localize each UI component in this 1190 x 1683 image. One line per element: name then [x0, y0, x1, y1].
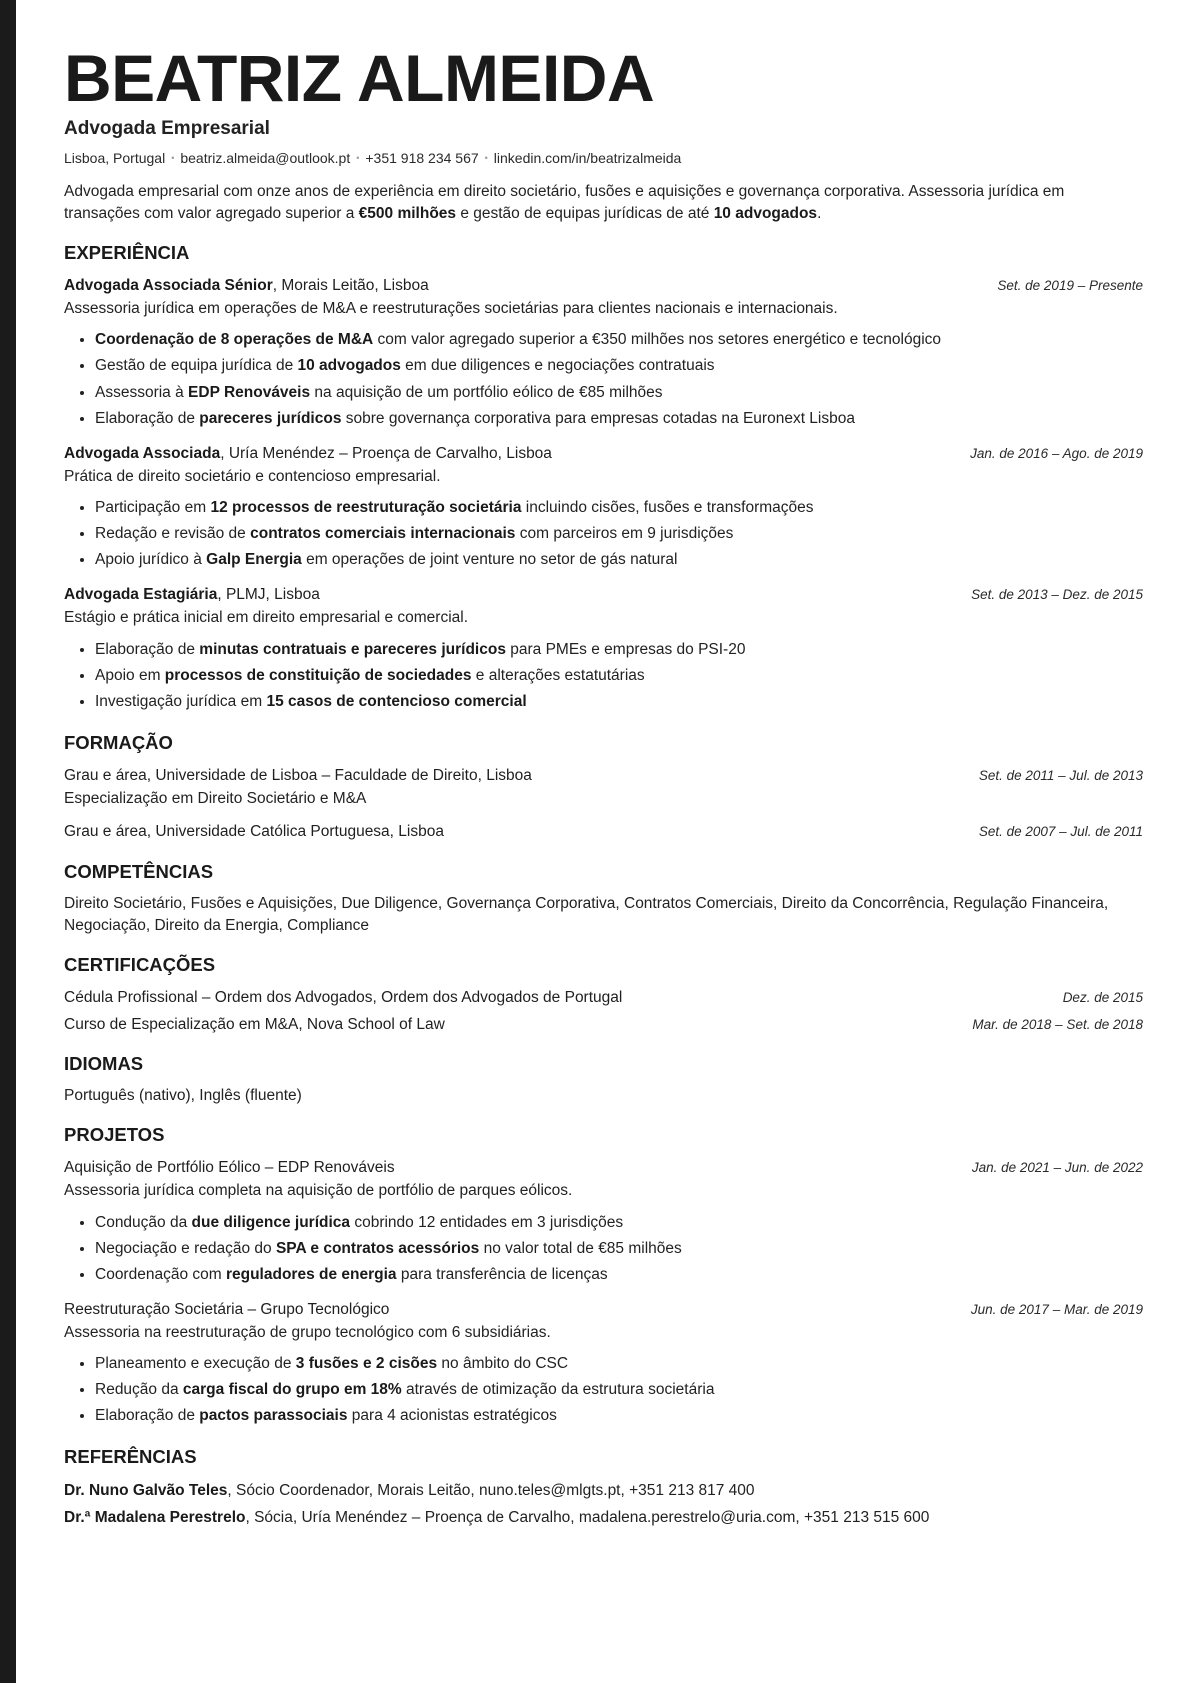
contact-phone[interactable]: +351 918 234 567 [365, 149, 479, 166]
achievement-item [95, 327, 1143, 353]
text-segment: no âmbito do CSC [437, 1355, 569, 1373]
section-heading-projects: PROJETOS [64, 1124, 165, 1146]
project-description: Assessoria na reestruturação de grupo tecnológico com 6 subsidiárias. [64, 1323, 551, 1341]
text-segment: para 4 acionistas estratégicos [347, 1407, 557, 1425]
separator-dot-icon: • [171, 152, 175, 163]
achievement-list [64, 637, 1143, 715]
job-role: Advogada Associada [64, 444, 221, 462]
projects-section [64, 1124, 1143, 1429]
certification-title: Cédula Profissional – Ordem dos Advogados, Ordem dos Advogados de Portugal [64, 988, 623, 1006]
text-segment: cobrindo 12 entidades em 3 jurisdições [350, 1213, 624, 1231]
achievement-item [95, 547, 1143, 573]
entry-date: Mar. de 2018 – Set. de 2018 [972, 1016, 1143, 1032]
text-segment: Advogada empresarial com onze anos de experiência em direito societário, fusões e aquisições e governança corporativa. Assessoria jurídica em transações com valor agregado superior a [64, 182, 1065, 222]
text-segment: Coordenação com [95, 1265, 226, 1283]
text-segment: com parceiros em 9 jurisdições [515, 525, 734, 543]
text-segment: Participação em [95, 499, 211, 517]
entry-date: Jan. de 2021 – Jun. de 2022 [971, 1160, 1143, 1176]
text-segment: Investigação jurídica em [95, 692, 267, 710]
section-heading-languages: IDIOMAS [64, 1053, 144, 1075]
candidate-name: BEATRIZ ALMEIDA [64, 41, 655, 115]
project-description: Assessoria jurídica completa na aquisição de portfólio de parques eólicos. [64, 1182, 573, 1200]
contact-linkedin[interactable]: linkedin.com/in/beatrizalmeida [493, 149, 682, 166]
text-segment: para transferência de licenças [396, 1265, 608, 1283]
emphasis-text: Coordenação de 8 operações de M&A [95, 331, 374, 349]
experience-entry [64, 442, 1143, 574]
references-section [64, 1446, 1143, 1531]
text-segment: e gestão de equipas jurídicas de até [456, 204, 714, 222]
emphasis-text: 15 casos de contencioso comercial [266, 692, 527, 710]
text-segment: Elaboração de [95, 640, 200, 658]
text-segment: Redução da [95, 1381, 183, 1399]
project-entry [64, 1298, 1143, 1430]
emphasis-text: reguladores de energia [225, 1265, 397, 1283]
text-segment: Negociação e redação do [95, 1239, 276, 1257]
text-segment: sobre governança corporativa para empresas cotadas na Euronext Lisboa [341, 409, 855, 427]
section-heading-experience: EXPERIÊNCIA [64, 241, 190, 263]
experience-entry [64, 274, 1143, 432]
emphasis-text: 10 advogados [297, 357, 401, 375]
section-heading-certifications: CERTIFICAÇÕES [64, 953, 216, 975]
text-segment: e alterações estatutárias [471, 666, 645, 684]
certifications-section [64, 954, 1143, 1037]
job-role: Advogada Estagiária [64, 586, 218, 604]
text-segment: através de otimização da estrutura societária [401, 1381, 715, 1399]
reference-name: Dr.ª Madalena Perestrelo [64, 1508, 246, 1526]
certification-title: Curso de Especialização em M&A, Nova School of Law [64, 1015, 445, 1033]
project-entry [64, 1156, 1143, 1288]
education-section [64, 732, 1143, 844]
emphasis-text: contratos comerciais internacionais [250, 525, 516, 543]
text-segment: Elaboração de [95, 1407, 200, 1425]
reference-name: Dr. Nuno Galvão Teles [64, 1482, 228, 1500]
text-segment: Assessoria à [95, 383, 189, 401]
professional-summary [64, 181, 1143, 225]
job-employer: , Morais Leitão, Lisboa [272, 276, 429, 294]
entry-date: Jun. de 2017 – Mar. de 2019 [970, 1301, 1143, 1317]
entry-header [64, 820, 1143, 843]
emphasis-text: EDP Renováveis [188, 383, 311, 401]
entry-header [64, 1156, 1143, 1179]
job-employer: , PLMJ, Lisboa [217, 586, 320, 604]
reference-details: , Sócio Coordenador, Morais Leitão, nuno.teles@mlgts.pt, +351 213 817 400 [227, 1482, 755, 1500]
education-entry [64, 764, 1143, 811]
project-title: Reestruturação Societária – Grupo Tecnológico [64, 1300, 390, 1318]
experience-section [64, 242, 1143, 715]
entry-description: Assessoria jurídica em operações de M&A e reestruturações societárias para clientes nacionais e internacionais. [64, 300, 838, 318]
emphasis-text: 3 fusões e 2 cisões [295, 1355, 438, 1373]
emphasis-text: 10 advogados [713, 204, 818, 222]
certification-entry [64, 1013, 1143, 1036]
achievement-item [95, 1236, 1143, 1262]
achievement-list [64, 495, 1143, 573]
reference-details: , Sócia, Uría Menéndez – Proença de Carvalho, madalena.perestrelo@uria.com, +351 213 515 600 [245, 1508, 930, 1526]
achievement-item [95, 1262, 1143, 1288]
separator-dot-icon: • [484, 152, 488, 163]
achievement-list [64, 1351, 1143, 1429]
achievement-item [95, 663, 1143, 689]
entry-date: Jan. de 2016 – Ago. de 2019 [970, 445, 1143, 461]
emphasis-text: pactos parassociais [199, 1407, 348, 1425]
languages-list: Português (nativo), Inglês (fluente) [64, 1087, 302, 1105]
achievement-item [95, 1377, 1143, 1403]
separator-dot-icon: • [356, 152, 360, 163]
text-segment: Apoio jurídico à [95, 551, 207, 569]
section-heading-skills: COMPETÊNCIAS [64, 860, 214, 882]
emphasis-text: carga fiscal do grupo em 18% [182, 1381, 402, 1399]
entry-title [64, 583, 955, 606]
achievement-item [95, 406, 1143, 432]
skills-section [64, 861, 1143, 937]
emphasis-text: SPA e contratos acessórios [275, 1239, 480, 1257]
emphasis-text: Galp Energia [206, 551, 302, 569]
achievement-item [95, 1210, 1143, 1236]
achievement-item [95, 495, 1143, 521]
entry-date: Set. de 2011 – Jul. de 2013 [978, 767, 1143, 783]
entry-title [64, 274, 981, 297]
text-segment: Planeamento e execução de [95, 1355, 296, 1373]
job-title: Advogada Empresarial [64, 117, 270, 139]
text-segment: em due diligences e negociações contratuais [400, 357, 715, 375]
contact-line [64, 150, 1143, 166]
education-entry [64, 820, 1143, 843]
education-title: Grau e área, Universidade Católica Portuguesa, Lisboa [64, 823, 444, 841]
emphasis-text: due diligence jurídica [191, 1213, 351, 1231]
achievement-item [95, 521, 1143, 547]
text-segment: no valor total de €85 milhões [479, 1239, 682, 1257]
achievement-list [64, 1210, 1143, 1288]
experience-entry [64, 583, 1143, 715]
entry-header [64, 1298, 1143, 1321]
achievement-item [95, 689, 1143, 715]
emphasis-text: 12 processos de reestruturação societária [210, 499, 522, 517]
section-heading-references: REFERÊNCIAS [64, 1446, 197, 1468]
project-title: Aquisição de Portfólio Eólico – EDP Renováveis [64, 1159, 395, 1177]
entry-header [64, 583, 1143, 606]
skills-list: Direito Societário, Fusões e Aquisições, Due Diligence, Governança Corporativa, Contratos Comerciais, Direito da Concorrência, Regulação Financeira, Negociação, Direito da Energia, Compliance [64, 894, 1109, 934]
reference-entry [64, 1505, 1143, 1532]
text-segment: . [817, 204, 822, 222]
emphasis-text: €500 milhões [358, 204, 457, 222]
entry-header [64, 764, 1143, 787]
text-segment: incluindo cisões, fusões e transformações [521, 499, 814, 517]
text-segment: Gestão de equipa jurídica de [95, 357, 298, 375]
resume-page [16, 0, 1190, 1683]
contact-email[interactable]: beatriz.almeida@outlook.pt [180, 149, 351, 166]
achievement-item [95, 1351, 1143, 1377]
text-segment: Condução da [95, 1213, 192, 1231]
contact-location: Lisboa, Portugal [64, 149, 166, 166]
certification-entry [64, 986, 1143, 1009]
emphasis-text: processos de constituição de sociedades [164, 666, 472, 684]
text-segment: para PMEs e empresas do PSI-20 [505, 640, 746, 658]
achievement-item [95, 353, 1143, 379]
entry-title [64, 442, 954, 465]
emphasis-text: minutas contratuais e pareceres jurídicos [199, 640, 506, 658]
entry-header [64, 274, 1143, 297]
text-segment: com valor agregado superior a €350 milhões nos setores energético e tecnológico [373, 331, 942, 349]
section-heading-education: FORMAÇÃO [64, 731, 173, 753]
emphasis-text: pareceres jurídicos [199, 409, 342, 427]
text-segment: Redação e revisão de [95, 525, 251, 543]
languages-section [64, 1053, 1143, 1107]
achievement-item [95, 637, 1143, 663]
achievement-item [95, 380, 1143, 406]
entry-date: Dez. de 2015 [1062, 989, 1143, 1005]
entry-header [64, 442, 1143, 465]
entry-date: Set. de 2019 – Presente [997, 277, 1143, 293]
education-description: Especialização em Direito Societário e M&A [64, 790, 367, 808]
entry-date: Set. de 2013 – Dez. de 2015 [971, 587, 1143, 603]
job-role: Advogada Associada Sénior [64, 276, 273, 294]
reference-entry [64, 1478, 1143, 1505]
education-title: Grau e área, Universidade de Lisboa – Faculdade de Direito, Lisboa [64, 766, 532, 784]
text-segment: Apoio em [95, 666, 165, 684]
entry-description: Prática de direito societário e contencioso empresarial. [64, 467, 441, 485]
text-segment: na aquisição de um portfólio eólico de €85 milhões [310, 383, 663, 401]
achievement-item [95, 1403, 1143, 1429]
text-segment: Elaboração de [95, 409, 200, 427]
job-employer: , Uría Menéndez – Proença de Carvalho, Lisboa [220, 444, 552, 462]
entry-date: Set. de 2007 – Jul. de 2011 [978, 824, 1143, 840]
entry-description: Estágio e prática inicial em direito empresarial e comercial. [64, 609, 469, 627]
text-segment: em operações de joint venture no setor de gás natural [301, 551, 678, 569]
achievement-list [64, 327, 1143, 431]
